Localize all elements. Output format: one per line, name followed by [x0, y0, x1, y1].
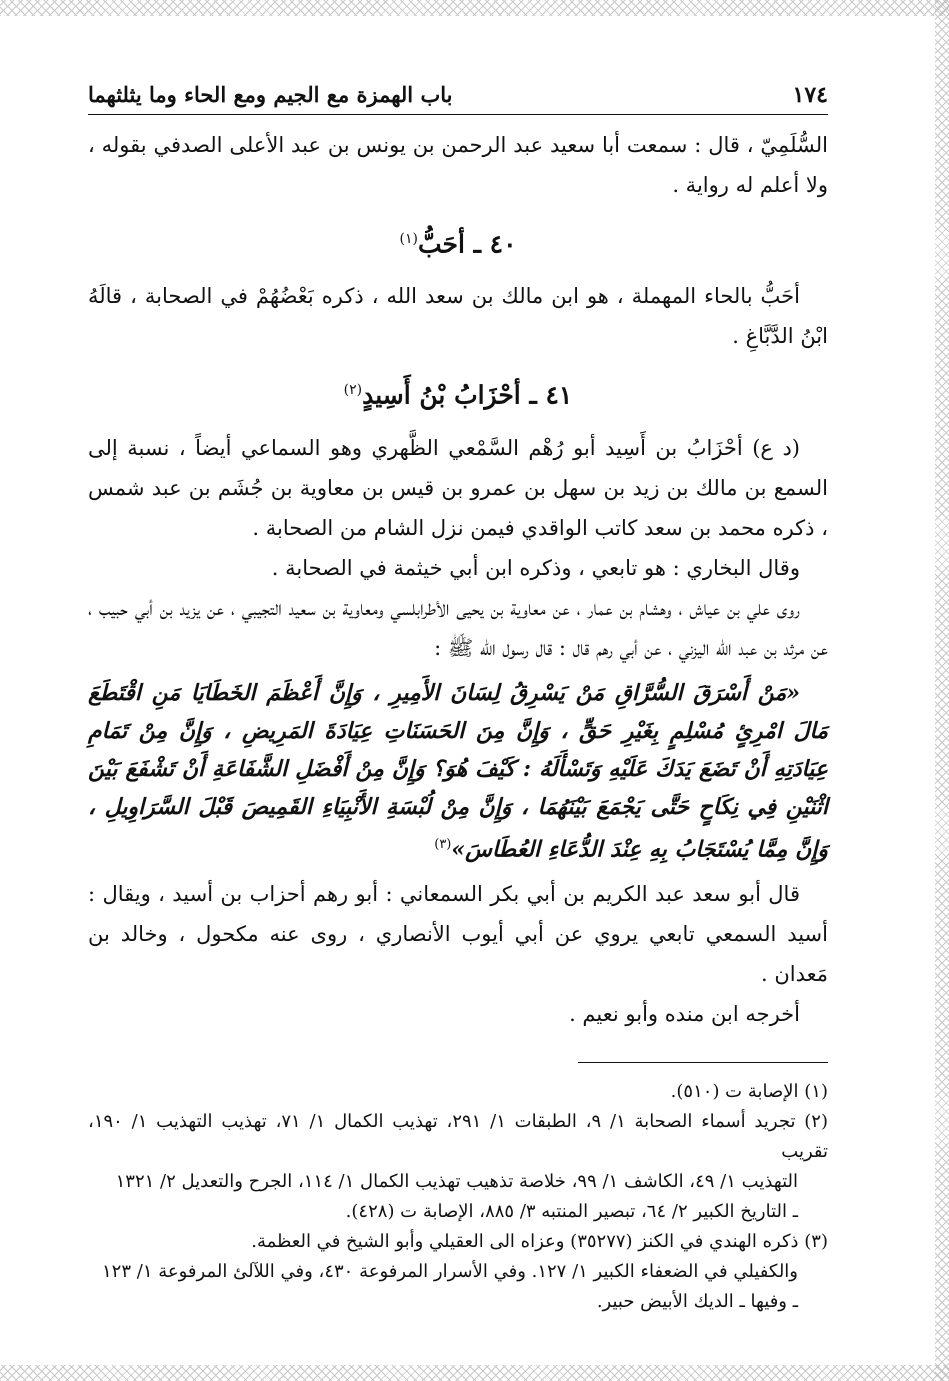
entry-41-footnote-ref: (٢): [343, 382, 363, 399]
decorative-border-bottom: [0, 1365, 949, 1381]
entry-41-paragraph-3: روى علي بن عياش ، وهشام بن عمار ، عن معاوية بن يحيى الأطرابلسي ومعاوية بن سعيد التجيبي ، عن يزيد بن أبي حبيب ، عن مرثد بن عبد الله اليزني ، عن أبي رهم قال : قال رسول الله ﷺ :: [88, 595, 828, 660]
intro-paragraph: السُّلَمِيّ ، قال : سمعت أبا سعيد عبد الرحمن بن يونس بن عبد الأعلى الصدفي بقوله ، ولا أعلم له رواية .: [88, 133, 828, 197]
entry-41-title: [88, 370, 828, 415]
entry-40-title: [88, 219, 828, 264]
hadith-text: [88, 674, 828, 868]
hadith-body: «مَنْ أَسْرَقَ السُّرَّاقِ مَنْ يَسْرِقُ لِسَانَ الأَمِيرِ ، وَإِنَّ أَعْظَمَ الخَطَايَا مَنِ اقْتَطَعَ مَالَ امْرِئٍ مُسْلِمٍ بِغَيْرِ حَقٍّ ، وَإِنَّ مِنَ الحَسَنَاتِ عِيَادَةَ المَرِيضِ ، وَإِنَّ مِنْ تَمَامِ عِيَادَتِهِ أَنْ تَضَعَ يَدَكَ عَلَيْهِ وَتَسْأَلَهُ : كَيْفَ هُوَ؟ وَإِنَّ مِنْ أَفْضَلِ الشَّفَاعَةِ أَنْ تَشْفَعَ بَيْنَ اثْنَيْنِ فِي نِكَاحٍ حَتَّى يَجْمَعَ بَيْنَهُمَا ، وَإِنَّ مِنْ لُبْسَةِ الأَنْبِيَاءِ القَمِيصَ قَبْلَ السَّرَاوِيلِ ، وَإِنَّ مِمَّا يُسْتَجَابُ بِهِ عِنْدَ الدُّعَاءِ العُطَاسَ»: [88, 679, 828, 862]
footnote-2-line-2: التهذيب ١/ ٤٩، الكاشف ١/ ٩٩، خلاصة تذهيب تهذيب الكمال ١/ ١١٤، الجرح والتعديل ٢/ ١٣٢١: [115, 1170, 798, 1192]
entry-41-paragraph-4: قال أبو سعد عبد الكريم بن أبي بكر السمعاني : أبو رهم أحزاب بن أسيد ، ويقال : أسيد السمعي تابعي يروي عن أبي أيوب الأنصاري ، روى عنه مكحول ، وخالد بن مَعدان .: [88, 881, 828, 986]
decorative-border-top: [0, 0, 949, 16]
entry-41-paragraph-5: أخرجه ابن منده وأبو نعيم .: [569, 1001, 800, 1026]
footnote-1: (١) الإصابة ت (٥١٠).: [670, 1080, 828, 1102]
footnote-2-line-1: (٢) تجريد أسماء الصحابة ١/ ٩، الطبقات ١/ ٢٩١، تهذيب الكمال ١/ ٧١، تهذيب التهذيب ١/ ١٩٠، تقريب: [88, 1110, 828, 1162]
footnote-3-line-3: ـ وفيها ـ الديك الأبيض حبير.: [596, 1290, 798, 1312]
page-number: ١٧٤: [792, 82, 828, 108]
footnotes: [88, 1077, 828, 1317]
entry-41-heading: ٤١ ـ أحْزَابُ بْنُ أَسِيدٍ: [362, 380, 573, 410]
hadith-footnote-ref: (٣): [434, 836, 452, 852]
decorative-border-right: [935, 0, 949, 1381]
footnote-3-line-1: (٣) ذكره الهندي في الكنز (٣٥٢٧٧) وعزاه الى العقيلي وأبو الشيخ في العظمة.: [251, 1230, 828, 1252]
entry-41-paragraph-2: وقال البخاري : هو تابعي ، وذكره ابن أبي خيثمة في الصحابة .: [271, 555, 800, 580]
entry-41-paragraph-1: (د ع) أحْزَابُ بن أَسِيد أبو رُهْم السَّمْعي الظَّهري وهو السماعي أيضاً ، نسبة إلى السمع بن مالك بن زيد بن سهل بن عمرو بن قيس بن معاوية بن جُشَم بن عبد شمس ، ذكره محمد بن سعد كاتب الواقدي فيمن نزل الشام من الصحابة .: [88, 435, 828, 540]
footnote-divider: [578, 1062, 828, 1063]
book-page: [88, 80, 828, 1317]
footnote-3-line-2: والكفيلي في الضعفاء الكبير ١/ ١٢٧. وفي الأسرار المرفوعة ٤٣٠، وفي اللآلئ المرفوعة ١/ ١٢٣: [102, 1260, 798, 1282]
page-header: [88, 80, 828, 115]
running-title: باب الهمزة مع الجيم ومع الحاء وما يثلثهما: [88, 82, 453, 107]
entry-40-footnote-ref: (١): [399, 231, 418, 247]
footnote-2-line-3: ـ التاريخ الكبير ٢/ ٦٤، تبصير المنتبه ٣/ ٨٨٥، الإصابة ت (٤٢٨).: [345, 1200, 798, 1222]
entry-40-heading: ٤٠ ـ أحَبُّ: [417, 229, 517, 259]
entry-40-text: أحَبُّ بالحاء المهملة ، هو ابن مالك بن سعد الله ، ذكره بَعْضُهُمْ في الصحابة ، قالَهُ ابْنُ الدَّبَّاغِ .: [88, 284, 828, 349]
